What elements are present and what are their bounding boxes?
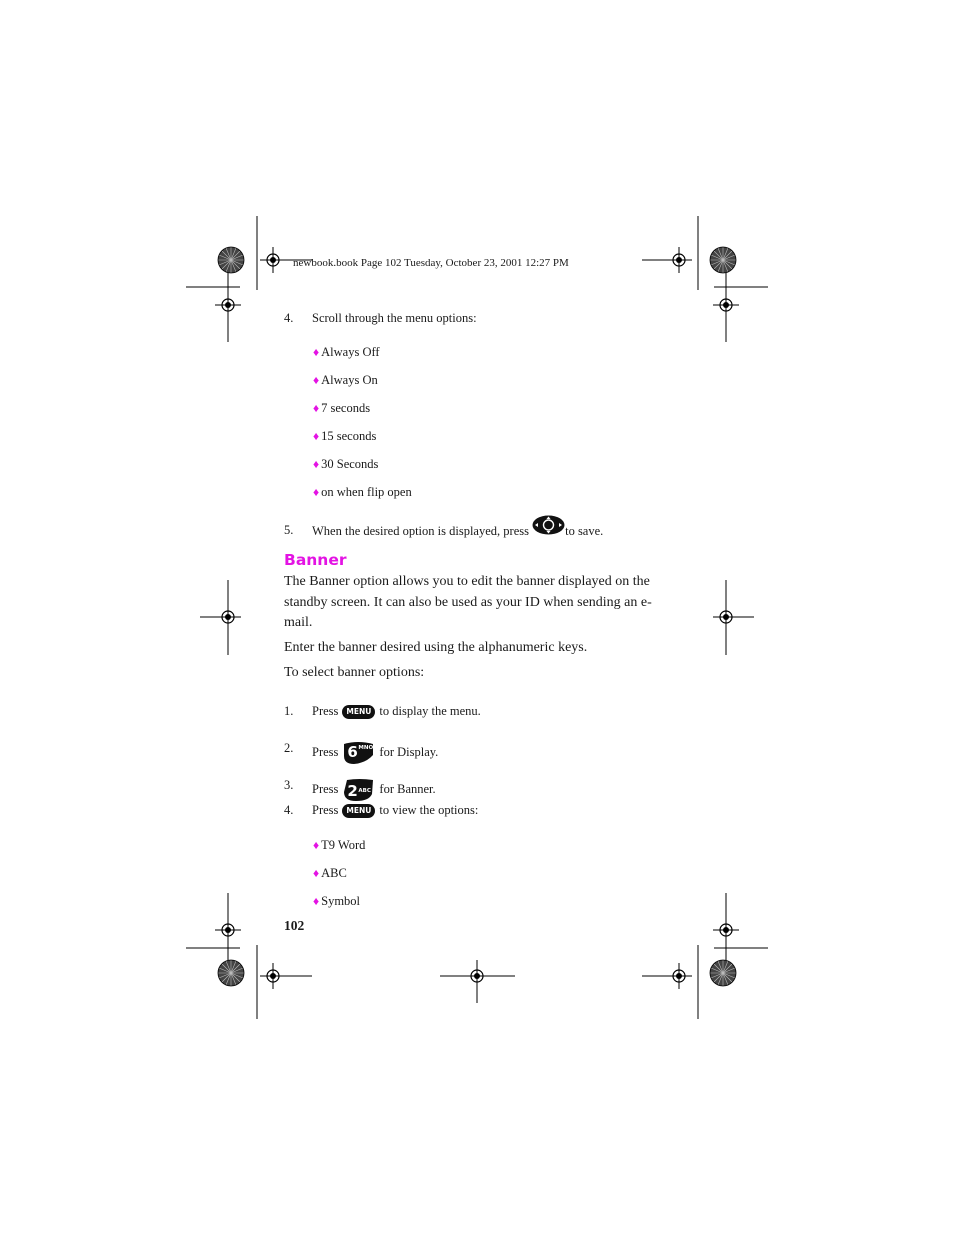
- option-item: ♦ T9 Word: [313, 838, 366, 852]
- bullet-icon: ♦: [313, 866, 320, 880]
- section-heading: Banner: [284, 551, 347, 569]
- print-header: newbook.book Page 102 Tuesday, October 23, 2001 12:27 PM: [293, 257, 569, 269]
- option-item: ♦ ABC: [313, 866, 347, 880]
- paragraph-enter-banner: Enter the banner desired using the alphanumeric keys.: [284, 640, 588, 655]
- option-item: ♦ Always Off: [313, 345, 380, 359]
- step-text-after: to display the menu.: [379, 704, 481, 718]
- step-number: 4.: [284, 803, 294, 817]
- bullet-icon: ♦: [313, 485, 320, 499]
- navigation-key-icon: [532, 515, 565, 539]
- paragraph-intro: The Banner option allows you to edit the banner displayed on the standby screen. It can also be used as your ID when sending an e-mail.: [284, 574, 652, 630]
- step-text-after: to save.: [565, 523, 604, 538]
- page-number: 102: [284, 918, 305, 933]
- step-text-after: to view the options:: [379, 803, 479, 817]
- bullet-icon: ♦: [313, 373, 320, 387]
- bullet-icon: ♦: [313, 838, 320, 852]
- menu-key-icon: MENU: [342, 804, 375, 818]
- step-number: 4.: [284, 311, 294, 325]
- option-item: ♦ on when flip open: [313, 485, 412, 499]
- bullet-icon: ♦: [313, 429, 320, 443]
- number-key-icon: 6 MNO: [342, 741, 375, 765]
- menu-key-icon: MENU: [342, 705, 375, 719]
- step-text-before: Press: [312, 781, 339, 796]
- step-text-before: Press: [312, 744, 339, 759]
- step-text-before: Press: [312, 803, 339, 817]
- step-text: Scroll through the menu options:: [312, 311, 477, 325]
- option-item: ♦ Always On: [313, 373, 378, 387]
- option-item: ♦ 30 Seconds: [313, 457, 379, 471]
- bullet-icon: ♦: [313, 894, 320, 908]
- number-key-icon: 2 ABC: [342, 778, 375, 802]
- bullet-icon: ♦: [313, 345, 320, 359]
- option-item: ♦ 15 seconds: [313, 429, 377, 443]
- step-text-before: When the desired option is displayed, press: [312, 523, 529, 538]
- bullet-icon: ♦: [313, 401, 320, 415]
- paragraph-select-options: To select banner options:: [284, 665, 425, 680]
- option-item: ♦ 7 seconds: [313, 401, 371, 415]
- step-number: 2.: [284, 741, 294, 755]
- step-text-before: Press: [312, 704, 339, 718]
- step-number: 1.: [284, 704, 294, 718]
- step-number: 3.: [284, 778, 294, 792]
- step-text-after: for Banner.: [379, 781, 436, 796]
- bullet-icon: ♦: [313, 457, 320, 471]
- step-text-after: for Display.: [379, 744, 439, 759]
- option-item: ♦ Symbol: [313, 894, 361, 908]
- step-number: 5.: [284, 523, 294, 537]
